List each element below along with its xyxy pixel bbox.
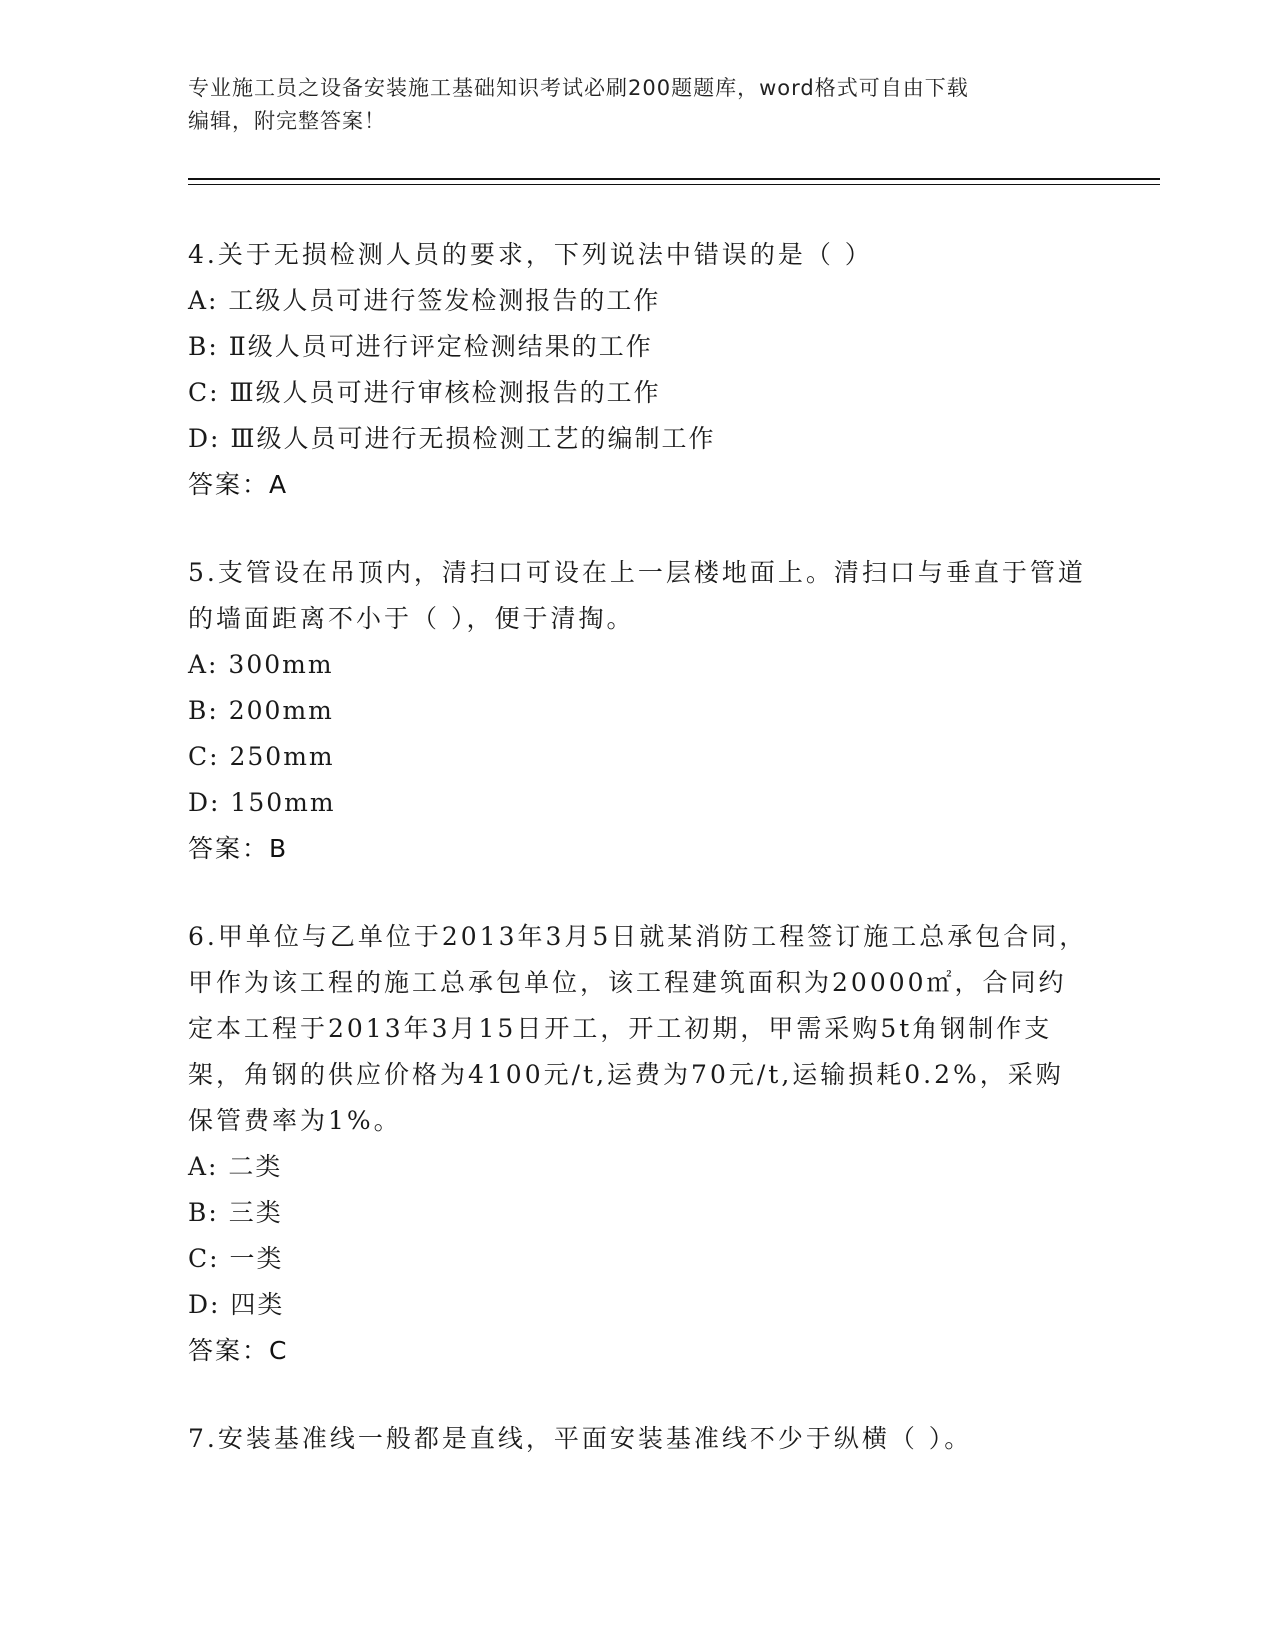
- header-divider-thin: [188, 184, 1160, 185]
- option-b: B: 三类: [188, 1198, 283, 1227]
- option-c: C: 一类: [188, 1244, 284, 1273]
- question-4: [188, 232, 1088, 508]
- answer-line: 答案：C: [188, 1336, 289, 1365]
- option-d: D: 四类: [188, 1290, 285, 1319]
- question-stem: 6.甲单位与乙单位于2013年3月5日就某消防工程签订施工总承包合同，甲作为该工程的施工总承包单位，该工程建筑面积为20000㎡，合同约定本工程于2013年3月15日开工，开工初期，甲需采购5t角钢制作支架，角钢的供应价格为4100元/t,运费为70元/t,运输损耗0.2%，采购保管费率为1%。: [188, 922, 1088, 1135]
- option-a: A: 300mm: [188, 650, 334, 679]
- header-divider-thick: [188, 178, 1160, 180]
- option-c: C: 250mm: [188, 742, 335, 771]
- answer-line: 答案：A: [188, 470, 289, 499]
- question-5: [188, 550, 1088, 872]
- answer-line: 答案：B: [188, 834, 289, 863]
- document-header: [188, 72, 1088, 138]
- option-d: D: Ⅲ级人员可进行无损检测工艺的编制工作: [188, 424, 716, 453]
- question-6: [188, 914, 1088, 1374]
- question-stem: 4.关于无损检测人员的要求，下列说法中错误的是（ ）: [188, 240, 873, 269]
- option-a: A: 二类: [188, 1152, 283, 1181]
- question-stem: 5.支管设在吊顶内，清扫口可设在上一层楼地面上。清扫口与垂直于管道的墙面距离不小于（ ），便于清掏。: [188, 558, 1086, 633]
- question-7: [188, 1416, 1088, 1462]
- question-list: [188, 232, 1088, 1504]
- option-b: B: 200mm: [188, 696, 334, 725]
- option-b: B: Ⅱ级人员可进行评定检测结果的工作: [188, 332, 653, 361]
- option-d: D: 150mm: [188, 788, 336, 817]
- header-line-1: 专业施工员之设备安装施工基础知识考试必刷200题题库，word格式可自由下载: [188, 76, 969, 100]
- option-a: A: 工级人员可进行签发检测报告的工作: [188, 286, 661, 315]
- option-c: C: Ⅲ级人员可进行审核检测报告的工作: [188, 378, 661, 407]
- question-stem: 7.安装基准线一般都是直线，平面安装基准线不少于纵横（ ）。: [188, 1424, 973, 1453]
- header-line-2: 编辑，附完整答案！: [188, 109, 386, 133]
